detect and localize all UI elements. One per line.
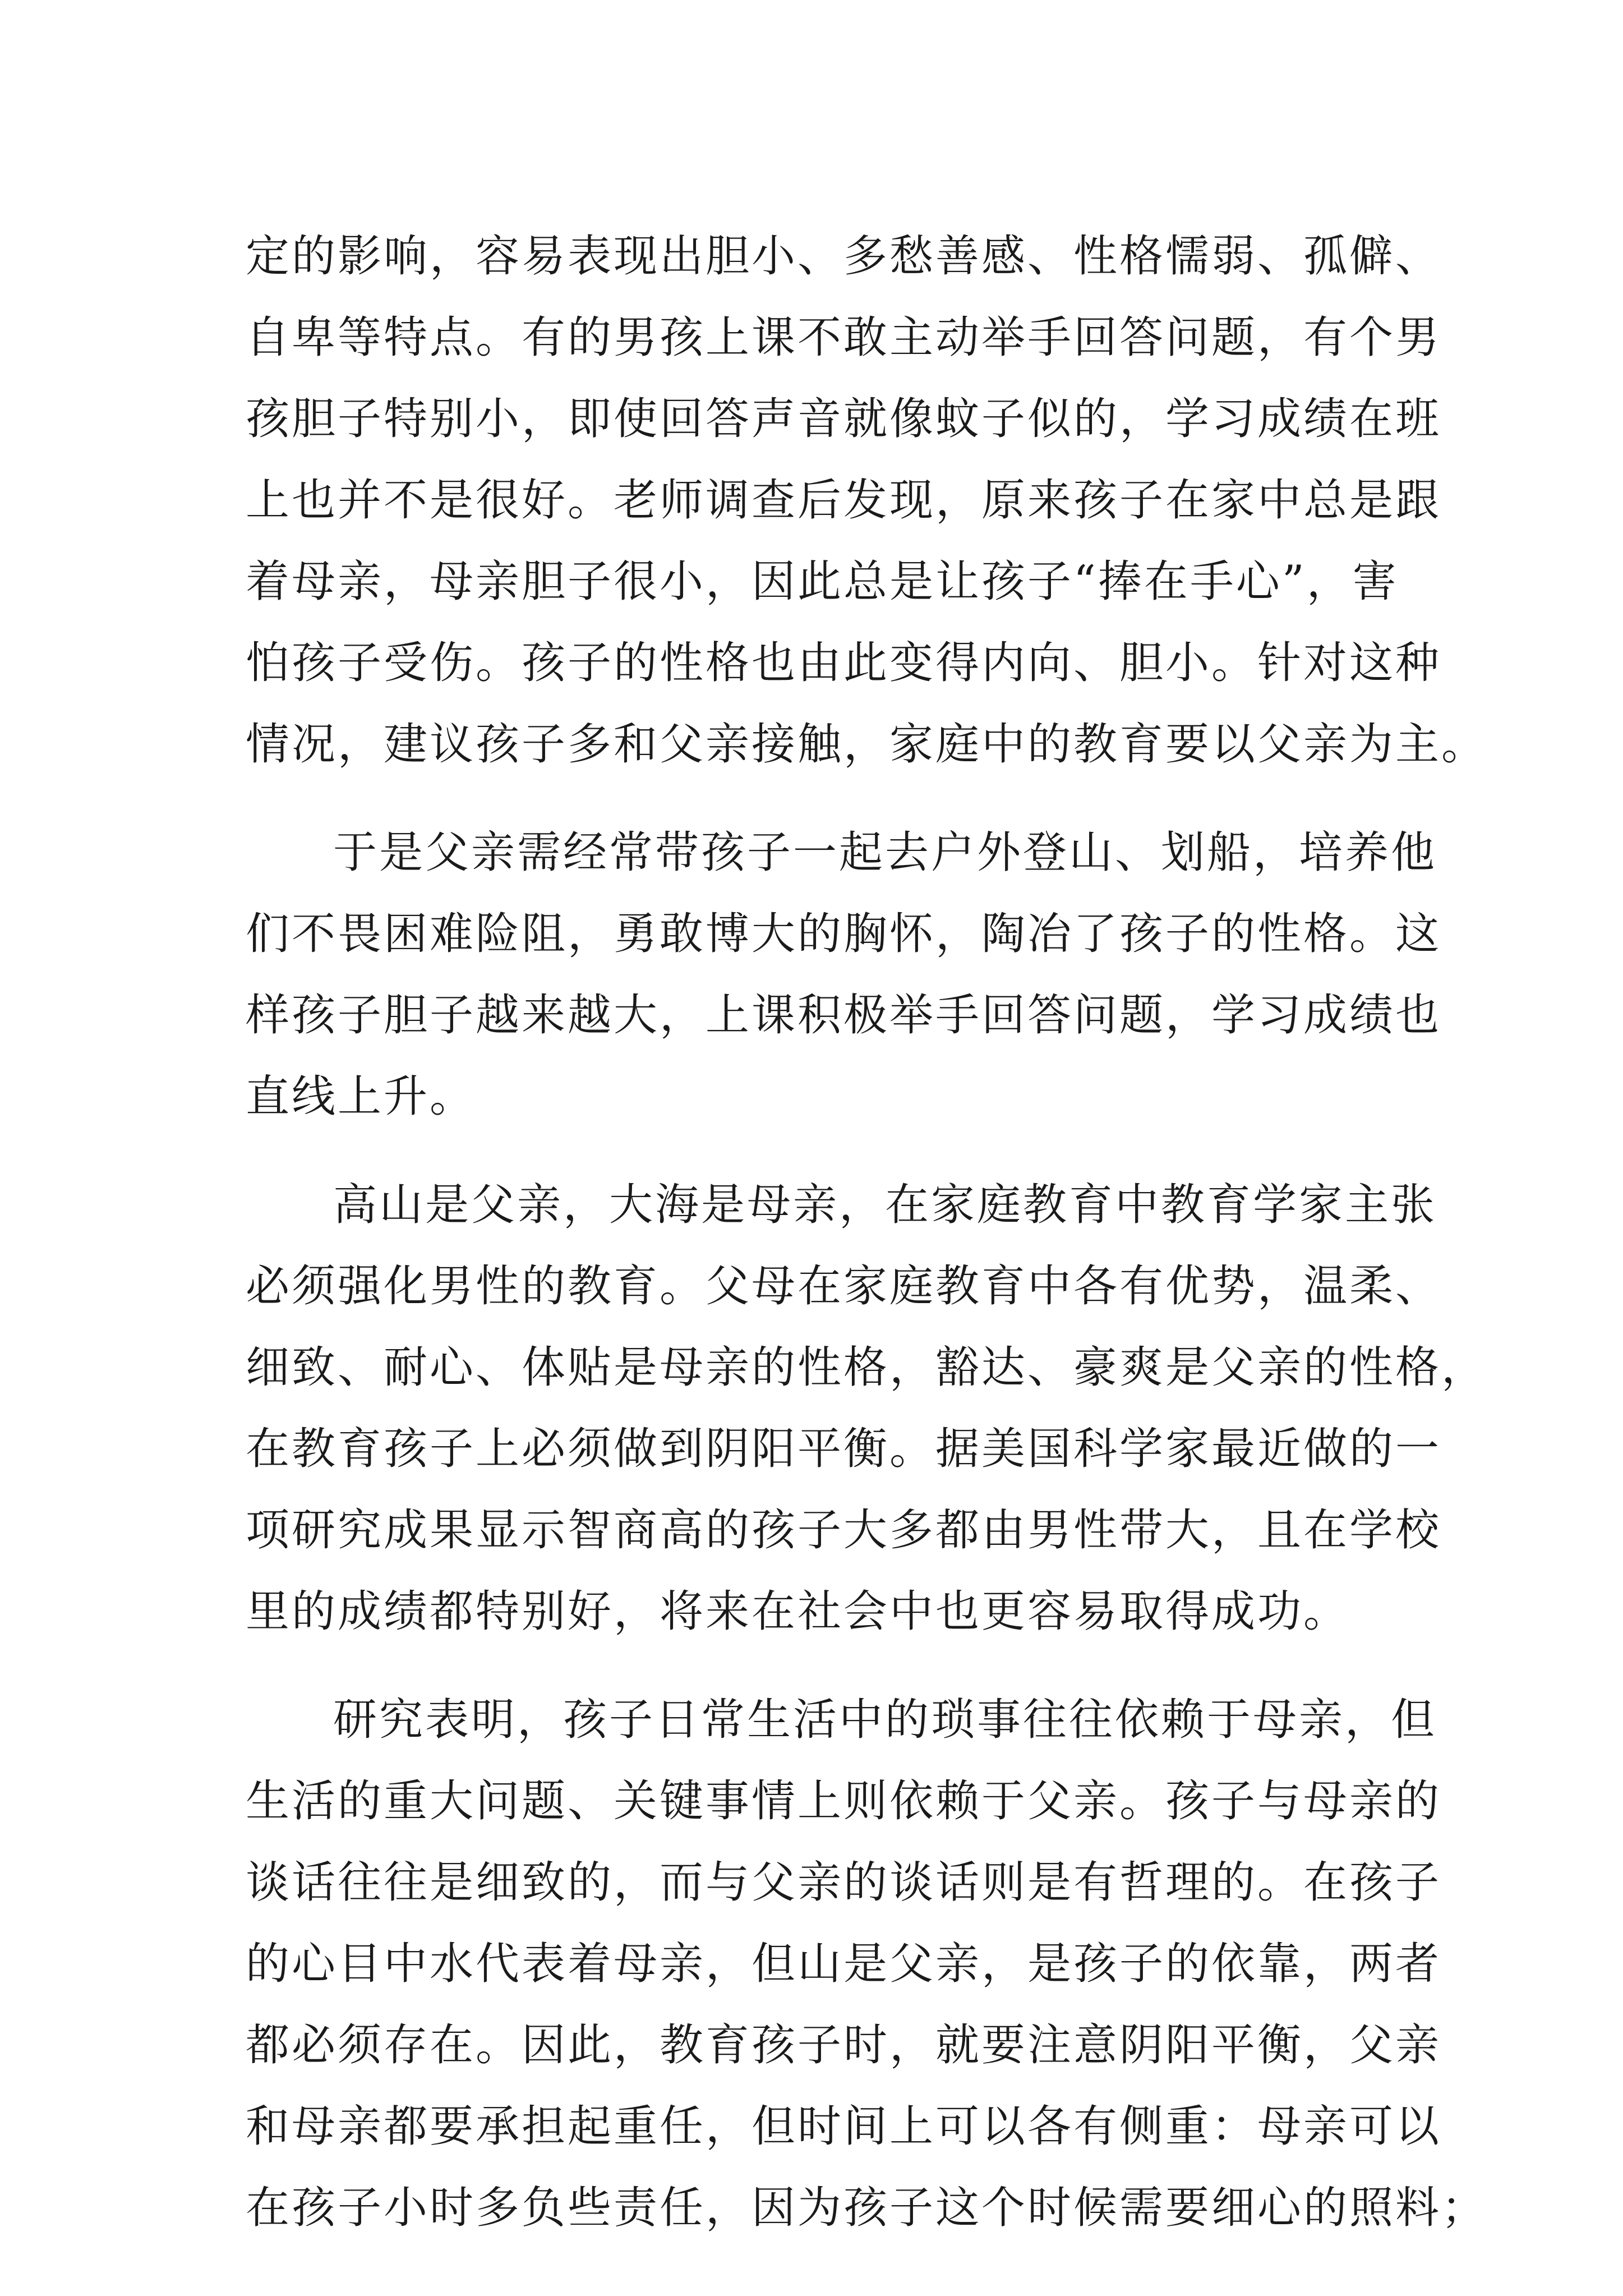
text-line: 细致、耐心、体贴是母亲的性格，豁达、豪爽是父亲的性格，: [246, 1342, 1488, 1393]
text-line: 里的成绩都特别好，将来在社会中也更容易取得成功。: [246, 1586, 1350, 1637]
paragraph-spacing: [246, 785, 1401, 812]
text-line: 高山是父亲，大海是母亲，在家庭教育中教育学家主张: [333, 1180, 1437, 1230]
text-line: 于是父亲需经常带孩子一起去户外登山、划船，培养他: [333, 827, 1437, 878]
paragraph-1: [246, 216, 1488, 785]
text-line: 怕孩子受伤。孩子的性格也由此变得内向、胆小。针对这种: [246, 638, 1442, 688]
text-line: 情况，建议孩子多和父亲接触，家庭中的教育要以父亲为主。: [246, 719, 1488, 770]
text-line: 研究表明，孩子日常生活中的琐事往往依赖于母亲，但: [333, 1695, 1437, 1745]
text-line: 孩胆子特别小，即使回答声音就像蚊子似的，学习成绩在班: [246, 394, 1442, 444]
paragraph-4: [246, 1680, 1488, 2249]
paragraph-2: [246, 812, 1442, 1138]
text-line: 直线上升。: [246, 1071, 476, 1122]
text-line: 谈话往往是细致的，而与父亲的谈话则是有哲理的。在孩子: [246, 1857, 1442, 1908]
paragraph-spacing: [246, 1653, 1401, 1680]
paragraph-3: [246, 1165, 1488, 1653]
text-line: 生活的重大问题、关键事情上则依赖于父亲。孩子与母亲的: [246, 1776, 1442, 1826]
text-line: 在教育孩子上必须做到阴阳平衡。据美国科学家最近做的一: [246, 1424, 1442, 1474]
paragraph-spacing: [246, 1138, 1401, 1165]
text-line: 项研究成果显示智商高的孩子大多都由男性带大，且在学校: [246, 1505, 1442, 1556]
text-line: 样孩子胆子越来越大，上课积极举手回答问题，学习成绩也: [246, 990, 1442, 1041]
text-line: 都必须存在。因此，教育孩子时，就要注意阴阳平衡，父亲: [246, 2020, 1442, 2070]
text-line: 必须强化男性的教育。父母在家庭教育中各有优势，温柔、: [246, 1261, 1442, 1312]
text-line: 们不畏困难险阻，勇敢博大的胸怀，陶冶了孩子的性格。这: [246, 909, 1442, 959]
text-line: 自卑等特点。有的男孩上课不敢主动举手回答问题，有个男: [246, 312, 1442, 363]
text-line: 和母亲都要承担起重任，但时间上可以各有侧重：母亲可以: [246, 2101, 1442, 2152]
document-body: [246, 216, 1488, 2249]
text-line: 的心目中水代表着母亲，但山是父亲，是孩子的依靠，两者: [246, 1939, 1442, 1989]
text-line: 上也并不是很好。老师调查后发现，原来孩子在家中总是跟: [246, 475, 1442, 526]
text-line: 在孩子小时多负些责任，因为孩子这个时候需要细心的照料；: [246, 2183, 1488, 2233]
text-line: 定的影响，容易表现出胆小、多愁善感、性格懦弱、孤僻、: [246, 231, 1442, 282]
text-line: 着母亲，母亲胆子很小，因此总是让孩子“捧在手心”，害: [246, 556, 1399, 607]
